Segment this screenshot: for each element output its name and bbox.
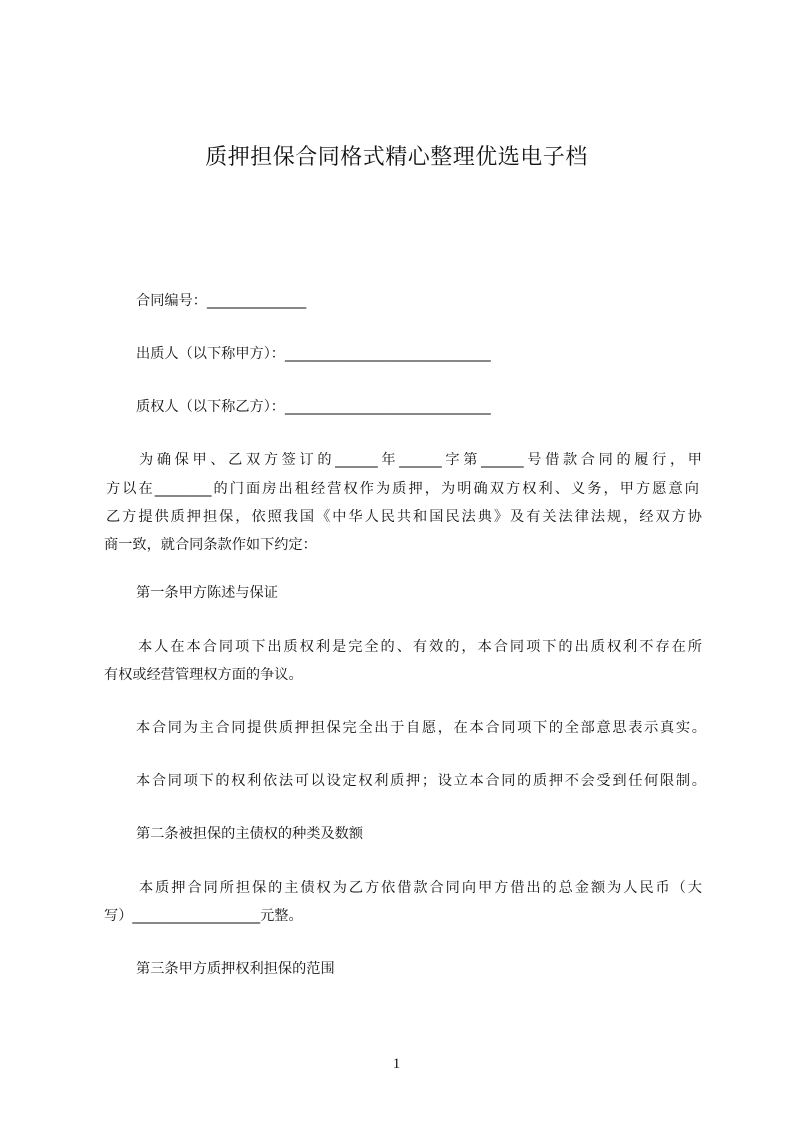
document-title: 质押担保合同格式精心整理优选电子档: [205, 145, 588, 170]
article-2-heading: 第二条被担保的主债权的种类及数额: [136, 826, 364, 842]
article-1-paragraph-1-line-1: 本人在本合同项下出质权利是完全的、有效的，本合同项下的出质权利不存在所: [138, 639, 702, 655]
article-1-paragraph-2: 本合同为主合同提供质押担保完全出于自愿，在本合同项下的全部意思表示真实。: [136, 720, 706, 736]
article-2-paragraph-line-1: 本质押合同所担保的主债权为乙方依借款合同向甲方借出的总金额为人民币（大: [139, 880, 702, 896]
article-1-paragraph-1-line-2: 有权或经营管理权方面的争议。: [104, 667, 303, 683]
article-3-heading: 第三条甲方质押权利担保的范围: [136, 961, 335, 977]
article-2-paragraph-line-2: 写）__________________元整。: [104, 908, 303, 924]
intro-line-1: 为确保甲、乙双方签订的______年______字第______号借款合同的履行，甲: [139, 452, 702, 468]
pledgor-field: 出质人（以下称甲方）：_____________________________: [136, 346, 491, 362]
contract-number-field: 合同编号：______________: [136, 293, 307, 309]
intro-line-4: 商一致，就合同条款作如下约定：: [104, 537, 317, 553]
page-number: 1: [392, 1056, 401, 1072]
intro-line-3: 乙方提供质押担保，依照我国《中华人民共和国民法典》及有关法律法规，经双方协: [106, 509, 702, 525]
article-1-paragraph-3: 本合同项下的权利依法可以设定权利质押；设立本合同的质押不会受到任何限制。: [136, 773, 706, 789]
article-1-heading: 第一条甲方陈述与保证: [136, 585, 278, 601]
intro-line-2: 方以在________的门面房出租经营权作为质押，为明确双方权利、义务，甲方愿意向: [106, 481, 699, 497]
pledgee-field: 质权人（以下称乙方）：_____________________________: [136, 399, 491, 415]
